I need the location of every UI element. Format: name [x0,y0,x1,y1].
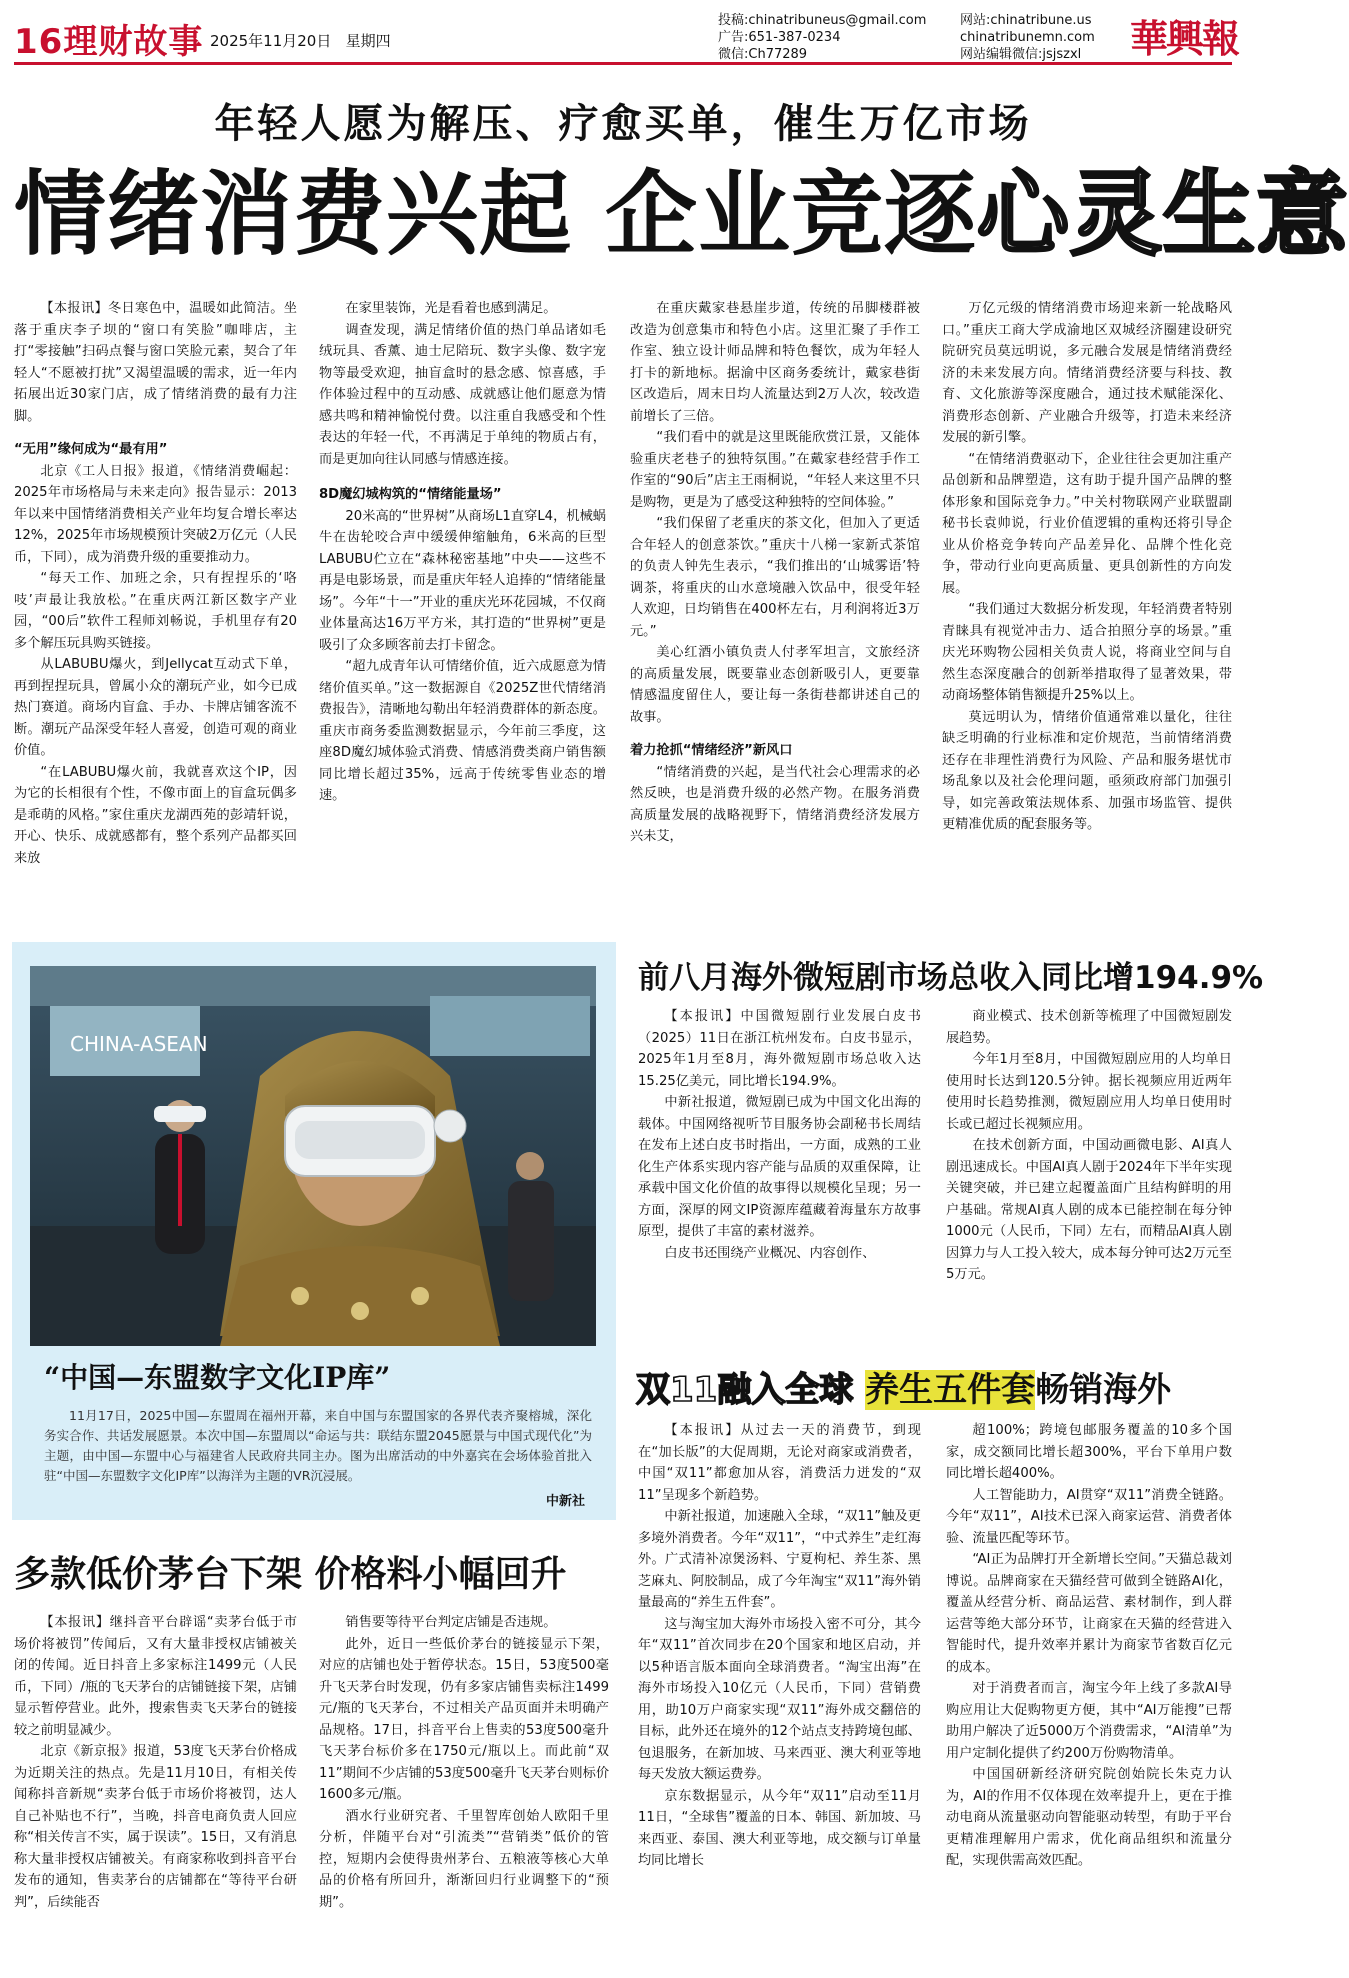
paragraph: 人工智能助力，AI贯穿“双11”消费全链路。今年“双11”，AI技术已深入商家运营、消费者体验、流量匹配等环节。 [946,1487,1232,1546]
paragraph: 中国国研新经济研究院创始院长朱克力认为，AI的作用不仅体现在效率提升上，更在于推动电商从流量驱动向智能驱动转型，有助于平台更精准理解用户需求，优化商品组织和流量分配，实现供需高效匹配。 [946,1767,1232,1868]
vr-exhibition-photo [30,966,596,1346]
subheading: “无用”缘何成为“最有用” [14,442,168,457]
lead-headline-outline: 心灵生意 [977,161,1349,268]
lead-column-3 [630,298,920,938]
paragraph: “超九成青年认可情绪价值，近六成愿意为情绪价值买单。”这一数据源自《2025Z世代情绪消费报告》，清晰地勾勒出年轻消费群体的新态度。重庆市商务委监测数据显示，今年前三季度，这座8D魔幻城体验式消费、情感消费类商户销售额同比增长超过35%，远高于传统零售业态的增速。 [319,659,606,803]
website-editor: 网站编辑微信:jsjszxl [960,47,1082,62]
photo-caption: 11月17日，2025中国—东盟周在福州开幕，来自中国与东盟国家的各界代表齐聚榕城，深化务实合作、共话发展愿景。本次中国—东盟周以“命运与共：联结东盟2045愿景与中国式现代化”为主题，由中国—东盟中心与福建省人民政府共同主办。图为出席活动的中外嘉宾在会场体验首批入驻“中国—东盟数字文化IP库”以海洋为主题的VR沉浸展。 [44,1408,592,1483]
drama-headline: 前八月海外微短剧市场总收入同比增194.9% [638,960,1264,996]
paragraph: 超100%；跨境包邮服务覆盖的10多个国家，成交额同比增长超300%，平台下单用户数同比增长超400%。 [946,1423,1232,1481]
double11-headline-b: 养生五件套 [865,1370,1036,1410]
paragraph: “我们看中的就是这里既能欣赏江景，又能体验重庆老巷子的独特氛围。”在戴家巷经营手作工作室的“90后”店主王雨桐说，“年轻人来这里不只是购物，更是为了感受这种独特的空间体验。” [630,430,920,510]
paragraph: 京东数据显示，从今年“双11”启动至11月11日，“全球售”覆盖的日本、韩国、新加坡、马来西亚、泰国、澳大利亚等地，成交额与订单量均同比增长 [638,1788,921,1868]
issue-date [210,30,391,51]
paragraph: 【本报讯】中国微短剧行业发展白皮书（2025）11日在浙江杭州发布。白皮书显示，2025年1月至8月，海外微短剧市场总收入达15.25亿美元，同比增长194.9%。 [638,1009,921,1089]
lead-headline [14,160,1349,270]
newspaper-logo: 華興報 [1130,16,1239,61]
contact-email: 投稿:chinatribuneus@gmail.com [718,13,927,28]
lead-subheadline: 年轻人愿为解压、疗愈买单，催生万亿市场 [214,100,1032,147]
paragraph: 【本报讯】冬日寒色中，温暖如此简洁。坐落于重庆李子坝的“窗口有笑脸”咖啡店，主打“零接触”扫码点餐与窗口笑脸元素，契合了年轻人“不愿被打扰”又渴望温暖的需求，近一年内拓展出近30家门店，成了情绪消费的最有力注脚。 [14,301,297,424]
double11-headline [636,1362,1171,1411]
double11-column-2 [946,1420,1232,1970]
paragraph: 从LABUBU爆火，到Jellycat互动式下单，再到捏捏玩具，曾属小众的潮玩产业，如今已成热门赛道。商场内盲盒、手办、卡牌店铺客流不断。潮玩产品深受年轻人喜爱，创造可观的商业价值。 [14,657,297,758]
paragraph: “我们保留了老重庆的茶文化，但加入了更适合年轻人的创意茶饮。”重庆十八梯一家新式茶馆的负责人钟先生表示，“我们推出的‘山城雾语’特调茶，将重庆的山水意境融入饮品中，很受年轻人欢迎，日均销售在400杯左右，月利润将近3万元。” [630,516,920,639]
paragraph: 【本报讯】从过去一天的消费节，到现在“加长版”的大促周期，无论对商家或消费者，中国“双11”都愈加从容，消费活力迸发的“双11”呈现多个新趋势。 [638,1423,921,1503]
banner-text: CHINA-ASEAN [70,1032,208,1056]
photo-illustration [30,966,596,1346]
double11-headline-a: 双11融入全球 [636,1370,854,1410]
paragraph: 中新社报道，加速融入全球，“双11”触及更多境外消费者。今年“双11”，“中式养生”走红海外。广式清补凉煲汤料、宁夏枸杞、养生茶、黑芝麻丸、阿胶制品，成了今年淘宝“双11”海外销量最高的“养生五件套”。 [638,1509,921,1610]
moutai-headline: 多款低价茅台下架 价格料小幅回升 [14,1554,567,1595]
paragraph: 【本报讯】继抖音平台辟谣“卖茅台低于市场价将被罚”传闻后，又有大量非授权店铺被关闭的传闻。近日抖音上多家标注1499元（人民币，下同）/瓶的飞天茅台的店铺链接下架，店铺显示暂停营业。此外，搜索售卖飞天茅台的链接较之前明显减少。 [14,1615,297,1738]
page-section-label: 16理财故事 [14,22,204,62]
paragraph: 在家里装饰，光是看着也感到满足。 [345,301,557,316]
paragraph: “在LABUBU爆火前，我就喜欢这个IP，因为它的长相很有个性，不像市面上的盲盒玩偶多是乖萌的风格。”家住重庆龙湖西苑的彭靖轩说，开心、快乐、成就感都有，整个系列产品都买回来放 [14,764,297,866]
paragraph: 美心红酒小镇负责人付孝军坦言，文旅经济的高质量发展，既要靠业态创新吸引人，更要靠情感温度留住人，要让每一条街巷都讲述自己的故事。 [630,645,920,725]
paragraph: 今年1月至8月，中国微短剧应用的人均单日使用时长达到120.5分钟。据长视频应用近两年使用时长趋势推测，微短剧应用人均单日使用时长或已超过长视频应用。 [946,1052,1232,1132]
paragraph: 酒水行业研究者、千里智库创始人欧阳千里分析，伴随平台对“引流类”“营销类”低价的管控，短期内会使得贵州茅台、五粮液等核心大单品的价格有所回升，渐渐回归行业调整下的“预期”。 [319,1808,609,1910]
paragraph: 20米高的“世界树”从商场L1直穿L4，机械蜗牛在齿轮咬合声中缓缓伸缩触角，6米高的巨型LABUBU伫立在“森林秘密基地”中央——这些不再是电影场景，而是重庆年轻人追捧的“情绪能量场”。今年“十一”开业的重庆光环花园城，不仅商业体量高达16万平方米，其打造的“世界树”更是吸引了众多顾客前去打卡留念。 [319,508,606,653]
paragraph: 调查发现，满足情绪价值的热门单品诸如毛绒玩具、香薰、迪士尼陪玩、数字头像、数字宠物等最受欢迎，抽盲盒时的悬念感、惊喜感，手作体验过程中的互动感、成就感让他们愿意为情感共鸣和精神愉悦付费。以注重自我感受和个性表达的年轻一代，不再满足于单纯的物质占有，而是更加向往认同感与情感连接。 [319,322,606,467]
subheading: 8D魔幻城构筑的“情绪能量场” [319,487,502,502]
lead-column-4 [942,298,1232,938]
contact-info [718,12,926,63]
date-text: 2025年11月20日 [210,32,332,50]
moutai-column-1 [14,1612,297,1970]
paragraph: 此外，近日一些低价茅台的链接显示下架，对应的店铺也处于暂停状态。15日，53度500毫升飞天茅台时发现，仍有多家店铺售卖标注1499元/瓶的飞天茅台，不过相关产品页面并未明确产品规格。17日，抖音平台上售卖的53度500毫升飞天茅台标价多在1750元/瓶以上。而此前“双11”期间不少店铺的53度500毫升飞天茅台则标价1600多元/瓶。 [319,1636,609,1802]
contact-wechat: 微信:Ch77289 [718,47,808,62]
website-info [960,12,1095,63]
paragraph: 北京《新京报》报道，53度飞天茅台价格成为近期关注的热点。先是11月10日，有相关传闻称抖音新规“卖茅台低于市场价将被罚，达人自己补贴也不行”，当晚，抖音电商负责人回应称“相关传言不实，属于误读”。15日，又有消息称大量非授权店铺被关。有商家称收到抖音平台发布的通知，售卖茅台的店铺都在“等待平台研判”，后续能否 [14,1744,297,1910]
paragraph: “情绪消费的兴起，是当代社会心理需求的必然反映，也是消费升级的必然产物。在服务消费高质量发展的战略视野下，情绪消费经济发展方兴未艾， [630,764,920,844]
subheading: 着力抢抓“情绪经济”新风口 [630,743,793,758]
drama-column-1 [638,1006,921,1336]
paragraph: 中新社报道，微短剧已成为中国文化出海的载体。中国网络视听节目服务协会副秘书长周结在发布上述白皮书时指出，一方面，成熟的工业化生产体系实现内容产能与品质的双重保障，让承载中国文化价值的故事得以规模化呈现；另一方面，深厚的网文IP资源库蕴藏着海量东方故事原型，提供了丰富的素材滋养。 [638,1095,921,1239]
paragraph: 万亿元级的情绪消费市场迎来新一轮战略风口。”重庆工商大学成渝地区双城经济圈建设研究院研究员莫远明说，多元融合发展是情绪消费经济的未来发展方向。情绪消费经济要与科技、教育、文化旅游等深度融合，通过技术赋能深化、消费形态创新、产业融合升级等，打造未来经济发展的新引擎。 [942,301,1232,445]
weekday-text: 星期四 [345,32,391,50]
paragraph: 在技术创新方面，中国动画微电影、AI真人剧迅速成长。中国AI真人剧于2024年下半年实现关键突破，并已建立起覆盖面广且结构鲜明的用户基础。常规AI真人剧的成本已能控制在每分钟1000元（人民币，下同）左右，而精品AI真人剧因算力与人工投入较大，成本每分钟可达2万元至5万元。 [946,1138,1232,1282]
lead-headline-main: 情绪消费兴起 企业竞逐 [14,161,978,268]
website-1: 网站:chinatribune.us [960,13,1092,28]
contact-phone: 广告:651-387-0234 [718,30,841,45]
paragraph: “AI正为品牌打开全新增长空间。”天猫总裁刘博说。品牌商家在天猫经营可做到全链路AI化，覆盖从经营分析、商品运营、素材制作，到人群运营等绝大部分环节，让商家在天猫的经营进入智能时代，提升效率并累计为商家节省数百亿元的成本。 [946,1552,1232,1675]
paragraph: 对于消费者而言，淘宝今年上线了多款AI导购应用让大促购物更方便，其中“AI万能搜”已帮助用户解决了近5000万个消费需求，“AI清单”为用户定制化提供了约200万份购物清单。 [946,1681,1232,1761]
photo-caption-title: “中国—东盟数字文化IP库” [44,1361,391,1394]
drama-column-2 [946,1006,1232,1336]
paragraph: 莫远明认为，情绪价值通常难以量化，往往缺乏明确的行业标准和定价规范，当前情绪消费还存在非理性消费行为风险、产品和服务堪忧市场乱象以及社会伦理问题，亟须政府部门加强引导，如完善政策法规体系、加强市场监管、提供更精准优质的配套服务等。 [942,709,1232,832]
moutai-column-2 [319,1612,609,1970]
paragraph: 白皮书还围绕产业概况、内容创作、 [664,1245,876,1261]
header-divider [14,62,1232,65]
double11-column-1 [638,1420,921,1970]
lead-column-2 [319,298,606,938]
paragraph: “每天工作、加班之余，只有捏捏乐的‘咯吱’声最让我放松。”在重庆两江新区数字产业园，“00后”软件工程师刘畅说，手机里存有20多个解压玩具购买链接。 [14,571,297,651]
paragraph: “我们通过大数据分析发现，年轻消费者特别青睐具有视觉冲击力、适合拍照分享的场景。”重庆光环购物公园相关负责人说，将商业空间与自然生态深度融合的创新举措取得了显著效果，带动商场整体销售额提升25%以上。 [942,602,1232,703]
paragraph: 在重庆戴家巷悬崖步道，传统的吊脚楼群被改造为创意集市和特色小店。这里汇聚了手作工作室、独立设计师品牌和特色餐饮，成为年轻人打卡的新地标。据渝中区商务委统计，戴家巷街区改造后，周末日均人流量达到2万人次，较改造前增长了三倍。 [630,301,920,424]
paragraph: “在情绪消费驱动下，企业往往会更加注重产品创新和品牌塑造，这有助于提升国产品牌的整体形象和国际竞争力。”中关村物联网产业联盟副秘书长袁帅说，行业价值逻辑的重构还将引导企业从价格竞争转向产品差异化、品牌个性化竞争，带动行业向更高质量、更具创新性的方向发展。 [942,451,1232,596]
paragraph: 这与淘宝加大海外市场投入密不可分，其今年“双11”首次同步在20个国家和地区启动，并以5种语言版本面向全球消费者。“淘宝出海”在海外市场投入10亿元（人民币，下同）营销费用，助10万户商家实现“双11”海外成交翻倍的目标，此外还在境外的12个站点支持跨境包邮、包退服务，在新加坡、马来西亚、澳大利亚等地每天发放大额运费券。 [638,1616,921,1782]
paragraph: 商业模式、技术创新等梳理了中国微短剧发展趋势。 [946,1009,1232,1046]
lead-column-1 [14,298,297,938]
paragraph: 北京《工人日报》报道，《情绪消费崛起：2025年市场格局与未来走向》报告显示：2013年以来中国情绪消费相关产业年均复合增长率达12%，2025年市场规模预计突破2万亿元（人民币，下同），成为消费升级的重要推动力。 [14,463,297,565]
website-2: chinatribunemn.com [960,30,1095,45]
double11-headline-c: 畅销海外 [1035,1370,1172,1410]
paragraph: 销售要等待平台判定店铺是否违规。 [345,1615,557,1630]
photo-credit: 中新社 [546,1494,586,1509]
